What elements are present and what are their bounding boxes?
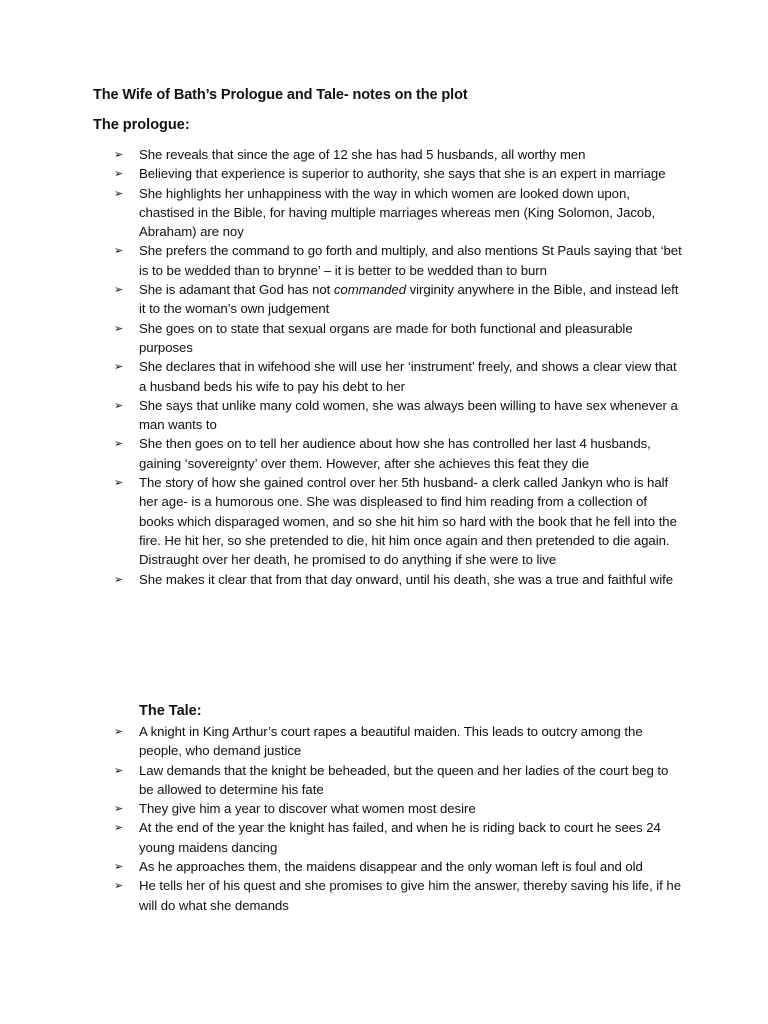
list-item-text: As he approaches them, the maidens disappear and the only woman left is foul and old [139, 859, 643, 875]
list-item [114, 473, 684, 569]
list-item [114, 876, 684, 915]
list-item [114, 799, 684, 818]
arrowhead-bullet-icon [114, 357, 130, 376]
list-item [114, 761, 684, 800]
list-item [114, 280, 684, 319]
list-item [114, 570, 684, 589]
emphasized-word: commanded [333, 282, 406, 298]
arrowhead-bullet-icon [114, 799, 130, 818]
arrowhead-bullet-icon [114, 570, 130, 589]
list-item-text: Law demands that the knight be beheaded, but the queen and her ladies of the court beg to be allowed to determine his fate [139, 762, 669, 797]
list-item-text: She goes on to state that sexual organs are made for both functional and pleasurable purposes [139, 320, 633, 355]
arrowhead-bullet-icon [114, 818, 130, 837]
list-item-text: Believing that experience is superior to authority, she says that she is an expert in marriage [139, 166, 666, 182]
list-item-text: She reveals that since the age of 12 she has had 5 husbands, all worthy men [139, 147, 586, 162]
list-item [114, 164, 684, 183]
list-item [114, 145, 684, 164]
arrowhead-bullet-icon [114, 145, 130, 164]
list-item-text: She then goes on to tell her audience about how she has controlled her last 4 husbands, gaining ‘sovereignty’ over them. However, after she achieves this feat they die [139, 436, 651, 471]
arrowhead-bullet-icon [114, 722, 130, 741]
list-item-text: At the end of the year the knight has failed, and when he is riding back to court he sees 24 young maidens dancing [139, 820, 661, 855]
list-item-text: He tells her of his quest and she promises to give him the answer, thereby saving his life, if he will do what she demands [139, 878, 681, 913]
list-item [114, 396, 684, 435]
list-item-text: She says that unlike many cold women, she was always been willing to have sex whenever a man wants to [139, 397, 678, 433]
list-item [114, 319, 684, 358]
list-item [114, 357, 684, 396]
document-title: The Wife of Bath’s Prologue and Tale- notes on the plot [93, 87, 468, 103]
list-item-text: She prefers the command to go forth and multiply, and also mentions St Pauls saying that ‘bet is to be wedded than to brynne’ – it is better to be wedded than to burn [139, 243, 682, 278]
arrowhead-bullet-icon [114, 241, 130, 260]
list-item-text: The story of how she gained control over her 5th husband- a clerk called Jankyn who is half her age- is a humorous one. She was displeased to find him reading from a collection of books which disparaged women, and so she hit him so hard with the book that he fell into the fire. He hit her, so she pretended to die, hit him once again and then pretended to die again. Distraught over her death, he promised to do anything if she were to live [139, 475, 677, 568]
arrowhead-bullet-icon [114, 396, 130, 415]
prologue-heading: The prologue: [93, 117, 190, 133]
prologue-list [114, 145, 684, 589]
arrowhead-bullet-icon [114, 434, 130, 453]
tale-heading: The Tale: [139, 703, 202, 719]
arrowhead-bullet-icon [114, 876, 130, 895]
list-item-text: A knight in King Arthur’s court rapes a beautiful maiden. This leads to outcry among the people, who demand justice [139, 724, 643, 759]
list-item-text-before: She is adamant that God has not [139, 282, 334, 298]
arrowhead-bullet-icon [114, 184, 130, 203]
list-item-text [139, 282, 678, 316]
list-item [114, 184, 684, 242]
list-item-text: She highlights her unhappiness with the way in which women are looked down upon, chastised in the Bible, for having multiple marriages whereas men (King Solomon, Jacob, Abraham) are noy [139, 185, 656, 240]
tale-list [114, 722, 684, 915]
arrowhead-bullet-icon [114, 319, 130, 338]
arrowhead-bullet-icon [114, 164, 130, 183]
list-item [114, 241, 684, 280]
list-item-text: They give him a year to discover what women most desire [139, 801, 476, 817]
list-item-text-after: virginity anywhere in the Bible, and instead left it to the woman’s own judgement [139, 282, 679, 317]
arrowhead-bullet-icon [114, 761, 130, 780]
list-item [114, 818, 684, 857]
arrowhead-bullet-icon [114, 857, 130, 876]
arrowhead-bullet-icon [114, 473, 130, 492]
list-item [114, 434, 684, 473]
arrowhead-bullet-icon [114, 280, 130, 299]
list-item [114, 722, 684, 761]
list-item-text: She makes it clear that from that day onward, until his death, she was a true and faithful wife [139, 571, 674, 587]
list-item-text: She declares that in wifehood she will use her ‘instrument’ freely, and shows a clear view that a husband beds his wife to pay his debt to her [139, 359, 677, 394]
list-item [114, 857, 684, 876]
